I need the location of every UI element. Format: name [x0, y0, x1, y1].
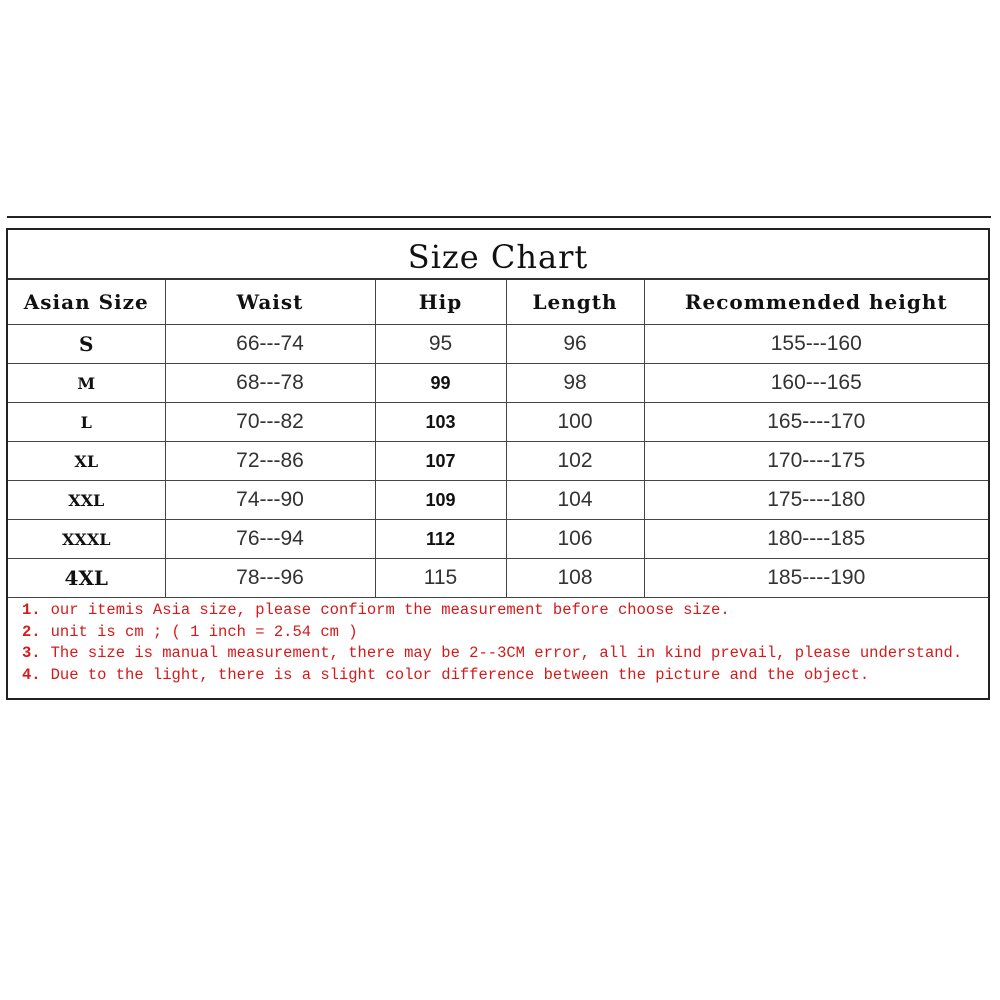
note-text: Due to the light, there is a slight color difference between the picture and the object.: [50, 665, 870, 684]
note-item: [22, 622, 988, 644]
size-cell: L: [8, 403, 165, 442]
size-table: [8, 280, 988, 598]
table-row: [8, 325, 988, 364]
note-number: 2.: [22, 622, 41, 641]
hip-cell: 109: [375, 481, 506, 520]
header-asian-size: Asian Size: [8, 280, 165, 325]
waist-cell: 68---78: [165, 364, 375, 403]
notes-section: [8, 598, 988, 686]
note-text: our itemis Asia size, please confiorm the measurement before choose size.: [50, 601, 730, 619]
size-cell: XXL: [8, 481, 165, 520]
note-number: 1.: [22, 601, 41, 619]
header-length: Length: [506, 280, 644, 325]
height-cell: 155---160: [644, 325, 988, 364]
hip-cell: 99: [375, 364, 506, 403]
waist-cell: 78---96: [165, 559, 375, 598]
height-cell: 185----190: [644, 559, 988, 598]
note-text: The size is manual measurement, there may be 2--3CM error, all in kind prevail, please understand.: [50, 644, 963, 662]
waist-cell: 74---90: [165, 481, 375, 520]
length-cell: 104: [506, 481, 644, 520]
length-cell: 96: [506, 325, 644, 364]
header-waist: Waist: [165, 280, 375, 325]
length-cell: 106: [506, 520, 644, 559]
size-cell: XL: [8, 442, 165, 481]
size-cell: M: [8, 364, 165, 403]
length-cell: 108: [506, 559, 644, 598]
length-cell: 100: [506, 403, 644, 442]
header-hip: Hip: [375, 280, 506, 325]
size-chart: [6, 228, 990, 700]
table-row: [8, 559, 988, 598]
height-cell: 160---165: [644, 364, 988, 403]
waist-cell: 76---94: [165, 520, 375, 559]
table-row: [8, 520, 988, 559]
hip-cell: 103: [375, 403, 506, 442]
hip-cell: 115: [375, 559, 506, 598]
header-row: [8, 280, 988, 325]
height-cell: 165----170: [644, 403, 988, 442]
height-cell: 170----175: [644, 442, 988, 481]
size-cell: S: [8, 325, 165, 364]
note-item: [22, 665, 988, 687]
top-rule: [7, 216, 991, 218]
size-cell: XXXL: [8, 520, 165, 559]
header-recommended-height: Recommended height: [644, 280, 988, 325]
table-row: [8, 364, 988, 403]
note-item: [22, 643, 988, 665]
waist-cell: 66---74: [165, 325, 375, 364]
waist-cell: 72---86: [165, 442, 375, 481]
hip-cell: 95: [375, 325, 506, 364]
table-row: [8, 403, 988, 442]
hip-cell: 107: [375, 442, 506, 481]
size-cell: 4XL: [8, 559, 165, 598]
height-cell: 180----185: [644, 520, 988, 559]
waist-cell: 70---82: [165, 403, 375, 442]
height-cell: 175----180: [644, 481, 988, 520]
table-row: [8, 442, 988, 481]
note-item: [22, 600, 988, 622]
chart-title: Size Chart: [8, 230, 988, 280]
length-cell: 98: [506, 364, 644, 403]
note-number: 3.: [22, 644, 41, 662]
note-text: unit is cm ; ( 1 inch = 2.54 cm ): [50, 622, 358, 641]
table-row: [8, 481, 988, 520]
length-cell: 102: [506, 442, 644, 481]
hip-cell: 112: [375, 520, 506, 559]
note-number: 4.: [22, 665, 41, 684]
